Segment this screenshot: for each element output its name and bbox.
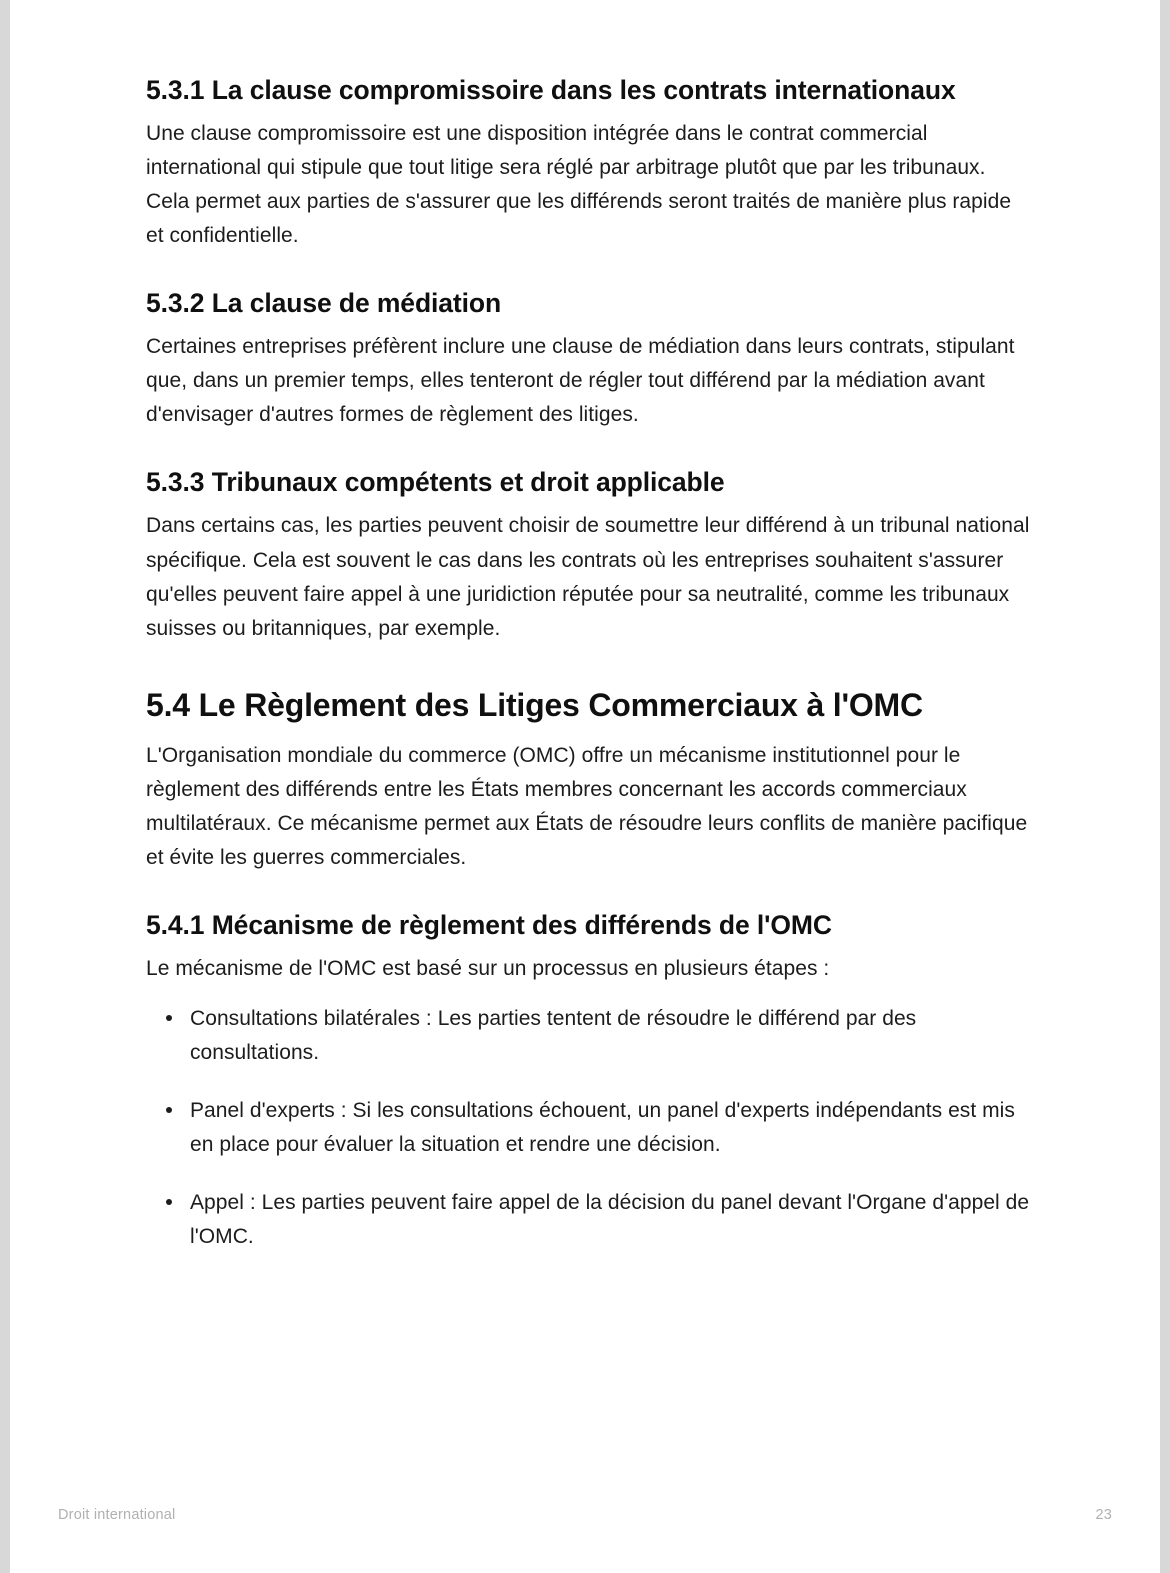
paragraph: Dans certains cas, les parties peuvent choisir de soumettre leur différend à un tribunal national spécifique. Cela est souvent le cas dans les contrats où les entreprises souhaitent s'assurer qu'elles peuvent faire appel à une juridiction réputée pour sa neutralité, comme les tribunaux suisses ou britanniques, par exemple. [146,514,1030,640]
heading-sec-5-4: 5.4 Le Règlement des Litiges Commerciaux à l'OMC [146,686,923,723]
page-footer [58,1507,1112,1523]
heading-sec-5-3-1: 5.3.1 La clause compromissoire dans les contrats internationaux [146,75,956,105]
list-item-label: Appel : Les parties peuvent faire appel de la décision du panel devant l'Organe d'appel de l'OMC. [190,1190,1030,1248]
paragraph: Le mécanisme de l'OMC est basé sur un processus en plusieurs étapes : [146,956,830,980]
step-list [146,1002,1030,1254]
heading-sec-5-3-2: 5.3.2 La clause de médiation [146,288,502,319]
bullet-icon [166,1107,172,1113]
heading-sec-5-4-1: 5.4.1 Mécanisme de règlement des différends de l'OMC [146,909,832,940]
footer-document-title: Droit international [58,1507,176,1523]
list-item-label: Panel d'experts : Si les consultations échouent, un panel d'experts indépendants est mis en place pour évaluer la situation et rendre une décision. [190,1098,1015,1156]
bullet-icon [166,1199,172,1205]
footer-page-number: 23 [1095,1507,1112,1523]
page-content [146,74,1030,1254]
document-page [10,0,1160,1573]
list-item [146,1002,1030,1070]
bullet-icon [166,1015,172,1021]
paragraph: Certaines entreprises préfèrent inclure une clause de médiation dans leurs contrats, stipulant que, dans un premier temps, elles tenteront de régler tout différend par la médiation avant d'envisager d'autres formes de règlement des litiges. [146,335,1015,427]
paragraph: L'Organisation mondiale du commerce (OMC) offre un mécanisme institutionnel pour le règlement des différends entre les États membres concernant les accords commerciaux multilatéraux. Ce mécanisme permet aux États de résoudre leurs conflits de manière pacifique et évite les guerres commerciales. [146,743,1028,869]
list-item [146,1186,1030,1254]
paragraph: Une clause compromissoire est une disposition intégrée dans le contrat commercial international qui stipule que tout litige sera réglé par arbitrage plutôt que par les tribunaux. Cela permet aux parties de s'assurer que les différends seront traités de manière plus rapide et confidentielle. [146,122,1012,248]
heading-sec-5-3-3: 5.3.3 Tribunaux compétents et droit applicable [146,467,725,498]
list-item-label: Consultations bilatérales : Les parties tentent de résoudre le différend par des consultations. [190,1006,917,1064]
list-item [146,1094,1030,1162]
